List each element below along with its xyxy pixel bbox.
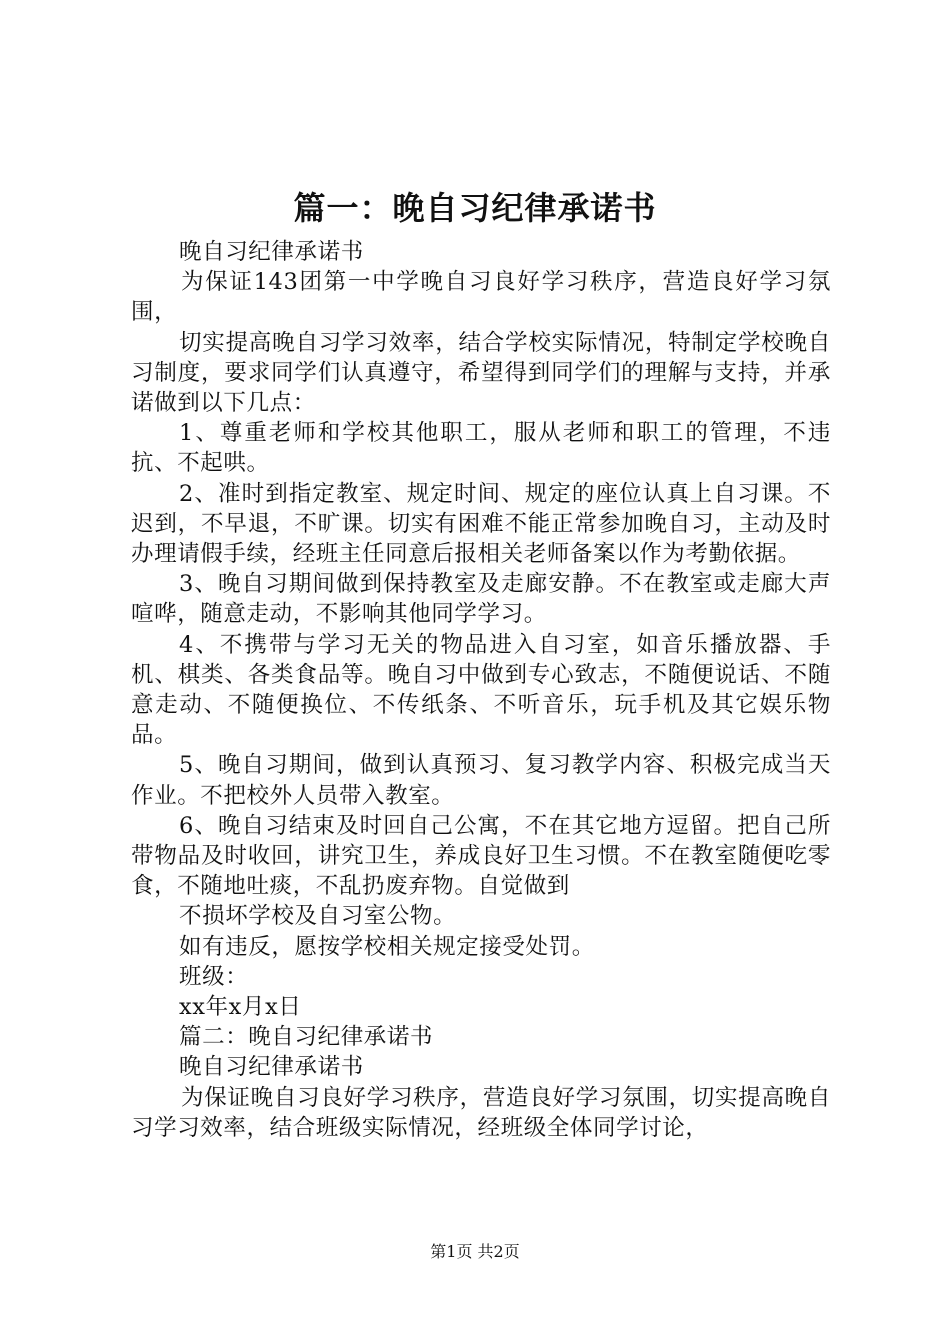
page-footer: 第1页 共2页 — [430, 1242, 520, 1261]
paragraph-heading: 晚自习纪律承诺书 — [179, 1054, 364, 1081]
document-title: 篇一：晚自习纪律承诺书 — [293, 189, 657, 227]
date-line: xx年x月x日 — [179, 994, 302, 1021]
paragraph: 不损坏学校及自习室公物。 — [179, 903, 457, 930]
paragraph: 切实提高晚自习学习效率，结合学校实际情况，特制定学校晚自习制度，要求同学们认真遵守，希望得到同学们的理解与支持，并承诺做到以下几点： — [131, 329, 831, 417]
paragraph: 为保证143团第一中学晚自习良好学习秩序，营造良好学习氛围， — [131, 269, 831, 326]
paragraph-item-6: 6、晚自习结束及时回自己公寓，不在其它地方逗留。把自己所带物品及时收回，讲究卫生，养成良好卫生习惯。不在教室随便吃零食，不随地吐痰，不乱扔废弃物。自觉做到 — [131, 812, 831, 900]
paragraph-item-5: 5、晚自习期间，做到认真预习、复习教学内容、积极完成当天作业。不把校外人员带入教室。 — [131, 752, 831, 809]
paragraph: 如有违反，愿按学校相关规定接受处罚。 — [179, 933, 595, 960]
paragraph-item-3: 3、晚自习期间做到保持教室及走廊安静。不在教室或走廊大声喧哗，随意走动，不影响其他同学学习。 — [131, 571, 831, 628]
class-line: 班级： — [179, 963, 249, 990]
paragraph-item-1: 1、尊重老师和学校其他职工，服从老师和职工的管理，不违抗、不起哄。 — [131, 420, 831, 477]
section-heading: 篇二：晚自习纪律承诺书 — [179, 1024, 434, 1051]
document-body — [131, 237, 831, 1143]
paragraph-heading: 晚自习纪律承诺书 — [179, 239, 364, 265]
paragraph: 为保证晚自习良好学习秩序，营造良好学习氛围，切实提高晚自习学习效率，结合班级实际情况，经班级全体同学讨论， — [131, 1084, 831, 1141]
paragraph-item-4: 4、不携带与学习无关的物品进入自习室，如音乐播放器、手机、棋类、各类食品等。晚自习中做到专心致志，不随便说话、不随意走动、不随便换位、不传纸条、不听音乐，玩手机及其它娱乐物品。 — [131, 631, 831, 749]
paragraph-item-2: 2、准时到指定教室、规定时间、规定的座位认真上自习课。不迟到，不早退，不旷课。切实有困难不能正常参加晚自习，主动及时办理请假手续，经班主任同意后报相关老师备案以作为考勤依据。 — [131, 480, 831, 568]
